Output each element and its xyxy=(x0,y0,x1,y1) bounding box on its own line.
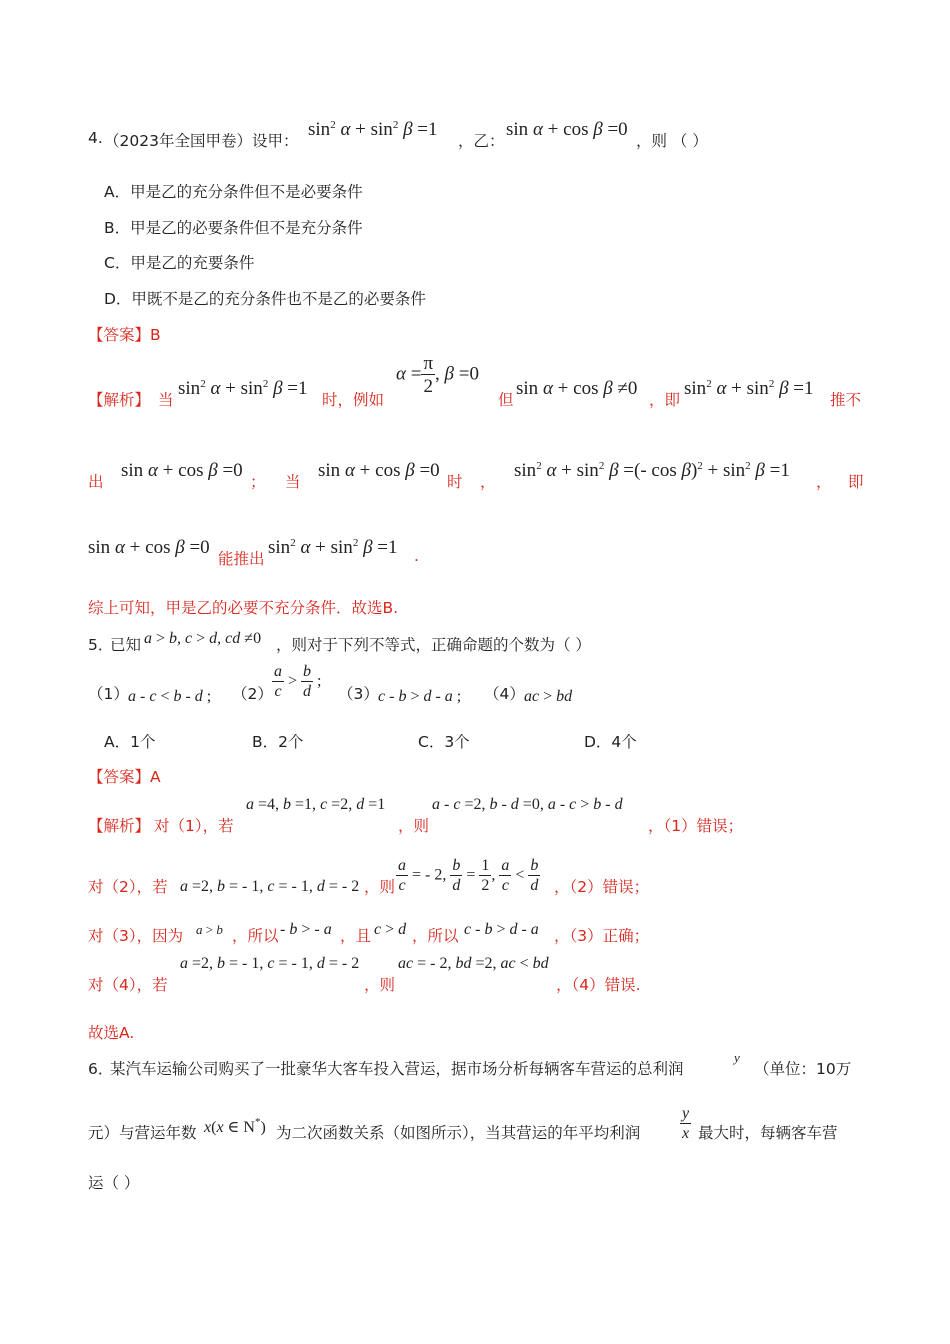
q4-a2-comma: ， xyxy=(480,473,496,491)
q5-l2-math1: a =2, b = - 1, c = - 1, d = - 2 xyxy=(180,878,360,895)
q4-source: （2023年全国甲卷）设甲： xyxy=(104,132,299,150)
q4-a1-math1: $\sin^2 \alpha + \sin^2 \beta =1$ xyxy=(178,378,308,399)
q4-a1-ji: ，即 xyxy=(649,391,681,409)
q6-number: 6． xyxy=(88,1060,114,1078)
q5-stem-math: a > b, c > d, cd ≠0 xyxy=(144,630,262,647)
q4-number: 4. xyxy=(88,129,103,147)
q4-tail: ，则 （ ） xyxy=(636,132,708,150)
q6-line2-post: 最大时，每辆客车营 xyxy=(698,1124,838,1142)
q5-l4-math1: a =2, b = - 1, c = - 1, d = - 2 xyxy=(180,955,360,972)
q4-analysis-label: 【解析】 xyxy=(88,391,151,409)
q6-ratio: $\frac{y}{x}$ xyxy=(682,1105,690,1142)
q4-mid: ，乙： xyxy=(458,132,505,150)
q4-a1-dan: 但 xyxy=(498,391,514,409)
q4-a2-dang: 当 xyxy=(285,473,301,491)
q5-l3-post: ，（3）正确； xyxy=(554,927,650,945)
q4-a2-sep: ； xyxy=(250,473,266,491)
q5-item1-label: （1） xyxy=(88,685,129,703)
q5-l3-a: ，所以 xyxy=(232,927,279,945)
q5-item2-label: （2） xyxy=(232,685,273,703)
q5-l4-ze: ，则 xyxy=(364,976,396,994)
q4-option-c: C．甲是乙的充要条件 xyxy=(104,254,255,272)
q6-domain: x(x ∈ N*) xyxy=(204,1116,266,1136)
q5-l4-pre: 对（4），若 xyxy=(88,976,168,994)
q5-option-a: A．1个 xyxy=(104,733,156,751)
q5-l3-b: ，且 xyxy=(340,927,372,945)
q4-a1-math2: sin α + cos β ≠0 xyxy=(516,378,638,399)
q4-a3-math1: sin α + cos β =0 xyxy=(88,537,210,558)
q5-l2-pre: 对（2），若 xyxy=(88,878,168,896)
q5-option-c: C．3个 xyxy=(418,733,470,751)
q5-stem-post: ，则对于下列不等式，正确命题的个数为（ ） xyxy=(276,636,591,654)
q4-a1-math3: $\sin^2 \alpha + \sin^2 \beta =1$ xyxy=(684,378,814,399)
q4-a2-ji: 即 xyxy=(848,473,864,491)
q4-a1-tuibu: 推不 xyxy=(830,391,862,409)
q4-a2-comma2: ， xyxy=(816,473,832,491)
q5-item4: ac > bd xyxy=(524,688,573,705)
q5-l4-post: ，（4）错误. xyxy=(556,976,641,994)
q5-item2: $\frac{a}{c}$ > $\frac{b}{d}$ ; xyxy=(274,663,322,700)
q5-l1-post: ，（1）错误； xyxy=(648,817,744,835)
q5-l3-c: ，所以 xyxy=(412,927,459,945)
q5-item1: a - c < b - d ; xyxy=(128,688,212,705)
q6-line1-tail: （单位：10万 xyxy=(754,1060,852,1078)
q5-l4-math2: ac = - 2, bd =2, ac < bd xyxy=(398,955,549,972)
q5-l3-math4: c - b > d - a xyxy=(464,921,539,938)
q5-l1-ze: ，则 xyxy=(398,817,430,835)
q4-conclusion: 综上可知，甲是乙的必要不充分条件．故选B. xyxy=(88,599,399,617)
q4-a1-dang: 当 xyxy=(158,391,174,409)
q4-option-d: D．甲既不是乙的充分条件也不是乙的必要条件 xyxy=(104,290,426,308)
q6-line2-mid: 为二次函数关系（如图所示），当其营运的年平均利润 xyxy=(276,1124,641,1142)
q4-option-b: B．甲是乙的必要条件但不是充分条件 xyxy=(104,219,363,237)
q4-answer: 【答案】B xyxy=(88,326,161,344)
q5-option-b: B．2个 xyxy=(252,733,304,751)
q6-line1: 某汽车运输公司购买了一批豪华大客车投入营运，据市场分析每辆客车营运的总利润 xyxy=(110,1060,684,1078)
q5-l3-pre: 对（3），因为 xyxy=(88,927,184,945)
q4-a2-math3: $\sin^2 \alpha + \sin^2 \beta$ =(- $\cos \beta)^2 + \sin^2 \beta =1$ xyxy=(514,460,790,481)
q5-l1-pre: 对（1），若 xyxy=(154,817,234,835)
q4-a1-shi: 时，例如 xyxy=(322,391,385,409)
q5-l2-ze: ，则 xyxy=(364,878,396,896)
q5-option-d: D．4个 xyxy=(584,733,637,751)
q5-l3-math3: c > d xyxy=(374,921,407,938)
q4-a2-shi: 时 xyxy=(447,473,463,491)
q6-line2-pre: 元）与营运年数 xyxy=(88,1124,197,1142)
q5-l3-math1: a > b xyxy=(196,922,223,937)
q4-a2-math2: sin α + cos β =0 xyxy=(318,460,440,481)
q5-item3-label: （3） xyxy=(338,685,379,703)
q4-a2-chu: 出 xyxy=(88,473,104,491)
q4-a2-math1: sin α + cos β =0 xyxy=(121,460,243,481)
q4-option-a: A．甲是乙的充分条件但不是必要条件 xyxy=(104,183,363,201)
q4-a3-math2: $\sin^2 \alpha + \sin^2 \beta =1$ xyxy=(268,537,398,558)
q4-a1-example: α = $\frac{\pi}{2}$ , β =0 xyxy=(396,353,479,397)
q5-conclusion: 故选A. xyxy=(88,1024,135,1042)
q5-item4-label: （4） xyxy=(484,685,525,703)
q6-var-y: y xyxy=(734,1050,740,1065)
q5-l1-math1: a =4, b =1, c =2, d =1 xyxy=(246,796,386,813)
q5-l3-math2: - b > - a xyxy=(280,921,332,938)
q4-cond-yi: sin α + cos β =0 xyxy=(506,119,628,140)
q5-stem-pre: 已知 xyxy=(110,636,142,654)
q4-cond-jia: $\sin^2 \alpha + \sin^2 \beta =1$ xyxy=(308,119,438,140)
q5-answer: 【答案】A xyxy=(88,768,161,786)
q6-line3: 运（ ） xyxy=(88,1174,140,1192)
q5-number: 5． xyxy=(88,636,114,654)
q5-l2-post: ，（2）错误； xyxy=(554,878,650,896)
q5-item3: c - b > d - a ; xyxy=(378,688,462,705)
q5-l1-math2: a - c =2, b - d =0, a - c > b - d xyxy=(432,796,623,813)
q5-l2-math2: $\frac{a}{c}$ = - 2, $\frac{b}{d}$ = $\frac{1}{2}$ , $\frac{a}{c}$ < $\frac{b}{d}$ xyxy=(398,857,539,894)
q5-analysis-label: 【解析】 xyxy=(88,817,151,835)
q4-a3-period: . xyxy=(414,547,419,565)
q4-a3-neng: 能推出 xyxy=(218,550,265,568)
